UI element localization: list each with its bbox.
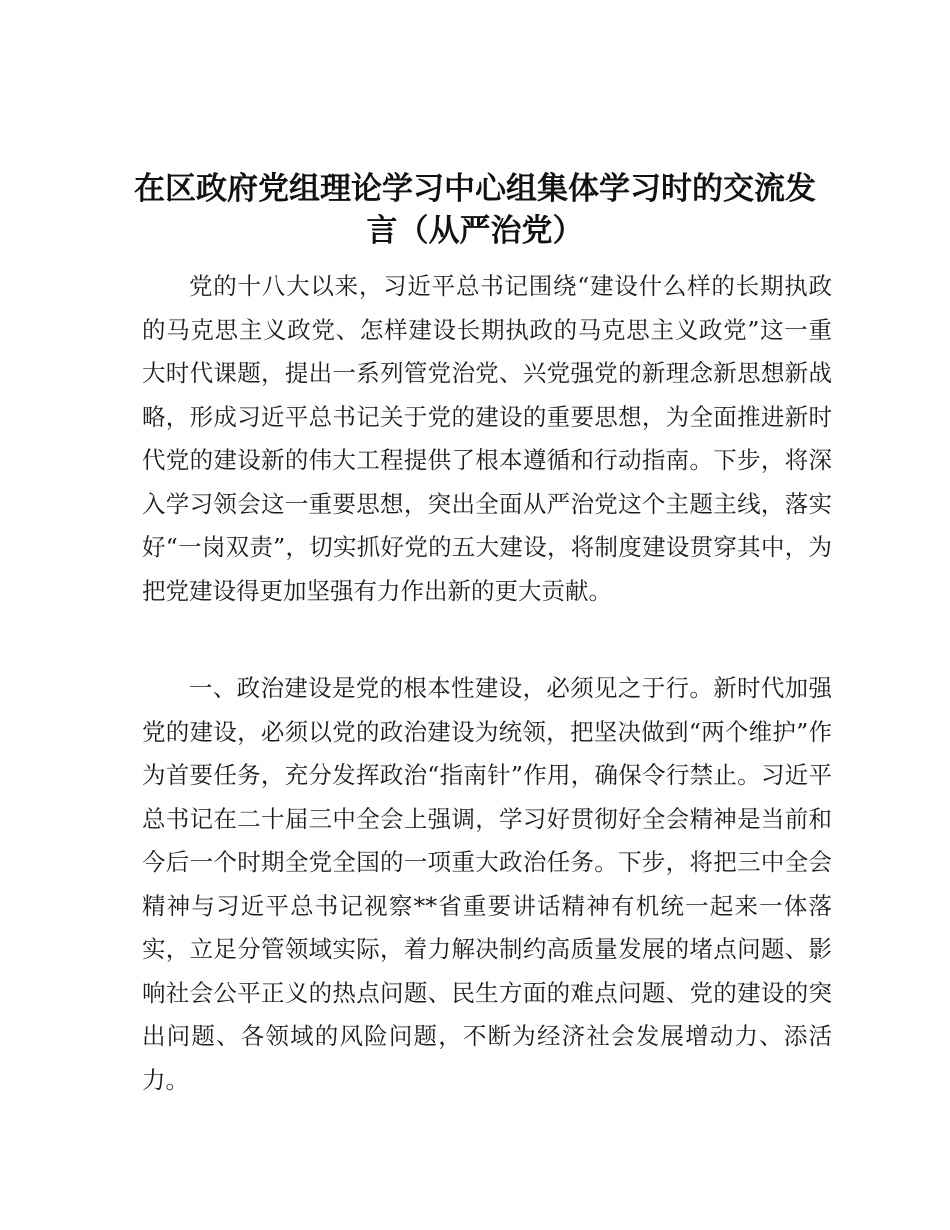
paragraph-intro: 党的十八大以来，习近平总书记围绕“建设什么样的长期执政的马克思主义政党、怎样建设长期执政的马克思主义政党”这一重大时代课题，提出一系列管党治党、兴党强党的新理念新思想新战略，形成习近平总书记关于党的建设的重要思想，为全面推进新时代党的建设新的伟大工程提供了根本遵循和行动指南。下步，将深入学习领会这一重要思想，突出全面从严治党这个主题主线，落实好“一岗双责”，切实抓好党的五大建设，将制度建设贯穿其中，为把党建设得更加坚强有力作出新的更大贡献。 [142, 272, 832, 605]
document-title: 在区政府党组理论学习中心组集体学习时的交流发言（从严治党） [134, 171, 816, 249]
paragraph-political-construction: 一、政治建设是党的根本性建设，必须见之于行。新时代加强党的建设，必须以党的政治建设为统领，把坚决做到“两个维护”作为首要任务，充分发挥政治“指南针”作用，确保令行禁止。习近平总书记在二十届三中全会上强调，学习好贯彻好全会精神是当前和今后一个时期全党全国的一项重大政治任务。下步，将把三中全会精神与习近平总书记视察**省重要讲话精神有机统一起来一体落实，立足分管领域实际，着力解决制约高质量发展的堵点问题、影响社会公平正义的热点问题、民生方面的难点问题、党的建设的突出问题、各领域的风险问题，不断为经济社会发展增动力、添活力。 [142, 674, 832, 1094]
